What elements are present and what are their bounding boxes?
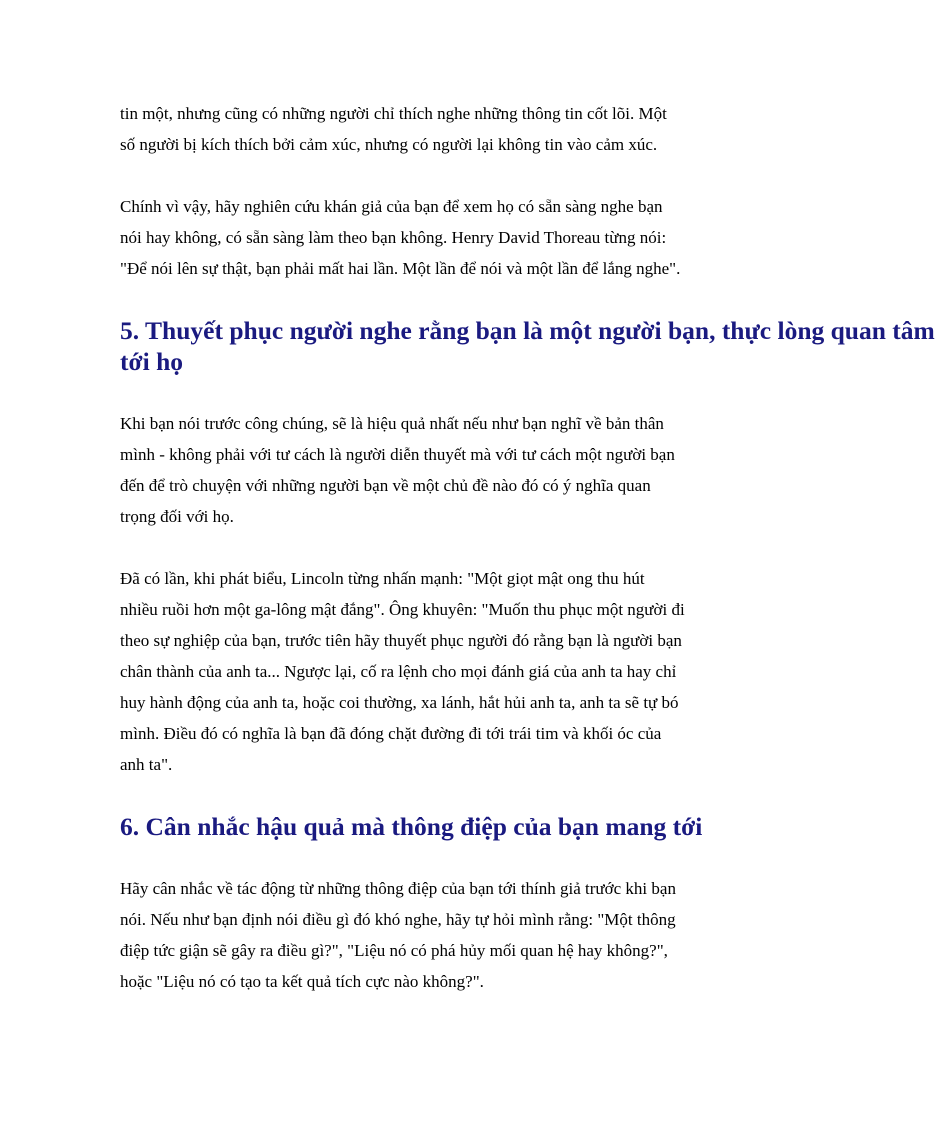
text-line: theo sự nghiệp của bạn, trước tiên hãy thuyết phục người đó rằng bạn là người bạn [120,631,682,650]
text-line: trọng đối với họ. [120,507,234,526]
heading-line: tới họ [120,347,184,376]
text-line: đến để trò chuyện với những người bạn về một chủ đề nào đó có ý nghĩa quan [120,476,651,495]
text-line: huy hành động của anh ta, hoặc coi thường, xa lánh, hắt hủi anh ta, anh ta sẽ tự bó [120,693,679,712]
text-line: số người bị kích thích bởi cảm xúc, nhưng có người lại không tin vào cảm xúc. [120,135,658,154]
paragraph-gap [120,377,710,408]
heading-line: 6. Cân nhắc hậu quả mà thông điệp của bạn mang tới [120,812,703,841]
text-line: anh ta". [120,755,173,774]
text-line: Hãy cân nhắc về tác động từ những thông điệp của bạn tới thính giả trước khi bạn [120,879,676,898]
paragraph-consider-consequences [120,873,710,997]
paragraph-gap [120,842,710,873]
text-line: "Để nói lên sự thật, bạn phải mất hai lần. Một lần để nói và một lần để lắng nghe". [120,259,681,278]
text-line: nói. Nếu như bạn định nói điều gì đó khó nghe, hãy tự hỏi mình rằng: "Một thông [120,910,676,929]
paragraph-gap [120,532,710,563]
text-line: tin một, nhưng cũng có những người chỉ thích nghe những thông tin cốt lõi. Một [120,104,667,123]
text-line: mình. Điều đó có nghĩa là bạn đã đóng chặt đường đi tới trái tim và khối óc của [120,724,662,743]
text-line: Chính vì vậy, hãy nghiên cứu khán giả của bạn để xem họ có sẵn sàng nghe bạn [120,197,663,216]
section-heading-6 [120,811,710,842]
text-line: nói hay không, có sẵn sàng làm theo bạn không. Henry David Thoreau từng nói: [120,228,667,247]
paragraph-gap [120,160,710,191]
text-line: Khi bạn nói trước công chúng, sẽ là hiệu quả nhất nếu như bạn nghĩ về bản thân [120,414,664,433]
text-line: hoặc "Liệu nó có tạo ta kết quả tích cực nào không?". [120,972,484,991]
heading-line: 5. Thuyết phục người nghe rằng bạn là một người bạn, thực lòng quan tâm [120,316,935,345]
paragraph-lincoln-quote [120,563,710,780]
section-heading-5 [120,315,935,377]
paragraph-audience-preferences [120,98,710,160]
text-line: mình - không phải với tư cách là người diễn thuyết mà với tư cách một người bạn [120,445,675,464]
text-line: chân thành của anh ta... Ngược lại, cố ra lệnh cho mọi đánh giá của anh ta hay chỉ [120,662,677,681]
paragraph-thoreau-quote [120,191,710,284]
text-line: điệp tức giận sẽ gây ra điều gì?", "Liệu nó có phá hủy mối quan hệ hay không?", [120,941,668,960]
text-line: nhiều ruồi hơn một ga-lông mật đắng". Ông khuyên: "Muốn thu phục một người đi [120,600,685,619]
document-body [120,98,935,997]
paragraph-gap [120,284,710,315]
paragraph-gap [120,780,710,811]
text-line: Đã có lần, khi phát biểu, Lincoln từng nhấn mạnh: "Một giọt mật ong thu hút [120,569,645,588]
paragraph-speak-as-friend [120,408,710,532]
